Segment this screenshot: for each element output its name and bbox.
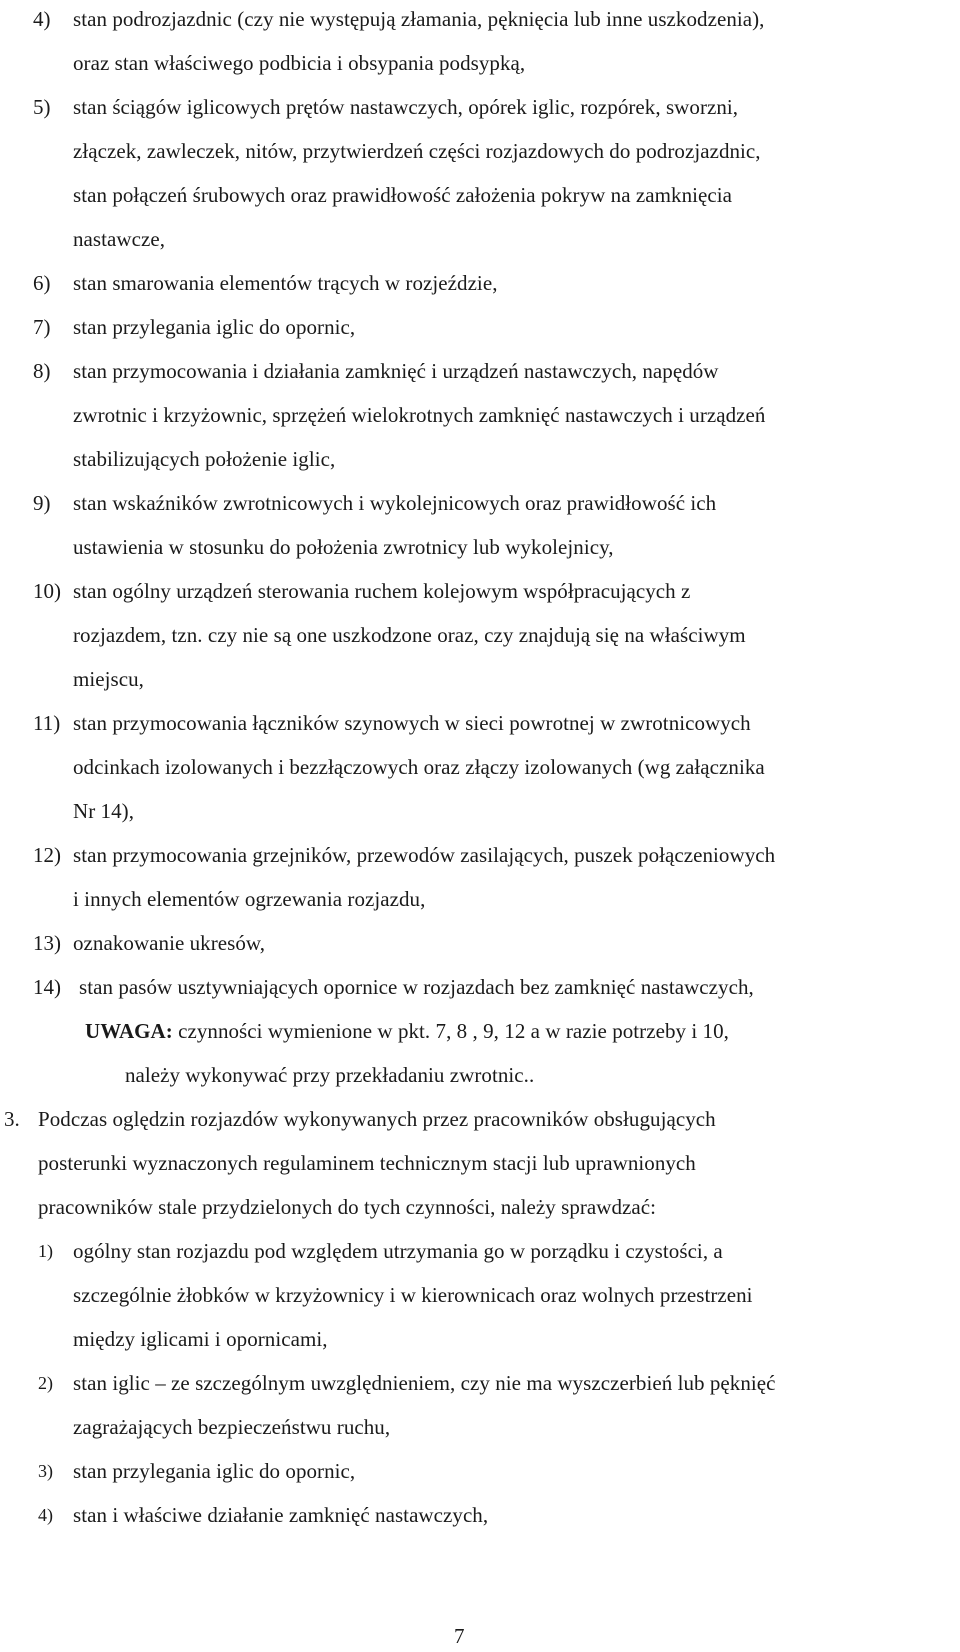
list-item-text: stan podrozjazdnic (czy nie występują złamania, pęknięcia lub inne uszkodzenia), <box>73 7 765 31</box>
note-line <box>85 1018 729 1044</box>
list-item-text: stan przylegania iglic do opornic, <box>73 315 356 339</box>
note-text: czynności wymienione w pkt. 7, 8 , 9, 12 a w razie potrzeby i 10, <box>172 1019 729 1043</box>
list-item-text: stabilizujących położenie iglic, <box>73 447 336 471</box>
note-label: UWAGA: <box>85 1019 173 1043</box>
list-number: 3) <box>38 1461 53 1481</box>
list-number: 1) <box>38 1241 53 1261</box>
list-item-text: zagrażających bezpieczeństwu ruchu, <box>73 1415 391 1439</box>
list-item-text: stan smarowania elementów trących w rozjeździe, <box>73 271 498 295</box>
section-number: 3. <box>4 1107 20 1131</box>
list-item-text: Nr 14), <box>73 799 135 823</box>
list-item-text: ogólny stan rozjazdu pod względem utrzymania go w porządku i czystości, a <box>73 1239 723 1263</box>
list-item-text: i innych elementów ogrzewania rozjazdu, <box>73 887 426 911</box>
list-number: 9) <box>33 491 51 515</box>
list-number: 13) <box>33 931 61 955</box>
list-item-text: oraz stan właściwego podbicia i obsypania podsypką, <box>73 51 526 75</box>
section-text: Podczas oględzin rozjazdów wykonywanych przez pracowników obsługujących <box>38 1107 716 1131</box>
list-item-text: miejscu, <box>73 667 144 691</box>
list-item-text: szczególnie żłobków w krzyżownicy i w kierownicach oraz wolnych przestrzeni <box>73 1283 753 1307</box>
list-number: 11) <box>33 711 61 735</box>
list-number: 8) <box>33 359 51 383</box>
list-item-text: stan iglic – ze szczególnym uwzględnieniem, czy nie ma wyszczerbień lub pęknięć <box>73 1371 776 1395</box>
list-number: 7) <box>33 315 51 339</box>
list-item-text: oznakowanie ukresów, <box>73 931 266 955</box>
list-item-text: między iglicami i opornicami, <box>73 1327 328 1351</box>
page-number: 7 <box>454 1624 465 1648</box>
note-text-continuation: należy wykonywać przy przekładaniu zwrotnic.. <box>125 1063 535 1087</box>
list-item-text: stan ściągów iglicowych prętów nastawczych, opórek iglic, rozpórek, sworzni, <box>73 95 739 119</box>
list-item-text: stan połączeń śrubowych oraz prawidłowość założenia pokryw na zamknięcia <box>73 183 732 207</box>
section-text: posterunki wyznaczonych regulaminem technicznym stacji lub uprawnionych <box>38 1151 696 1175</box>
section-text: pracowników stale przydzielonych do tych czynności, należy sprawdzać: <box>38 1195 657 1219</box>
list-item-text: stan i właściwe działanie zamknięć nastawczych, <box>73 1503 489 1527</box>
list-number: 4) <box>33 7 51 31</box>
list-item-text: stan pasów usztywniających opornice w rozjazdach bez zamknięć nastawczych, <box>79 975 754 999</box>
list-item-text: odcinkach izolowanych i bezzłączowych oraz złączy izolowanych (wg załącznika <box>73 755 765 779</box>
list-number: 12) <box>33 843 61 867</box>
list-item-text: zwrotnic i krzyżownic, sprzężeń wielokrotnych zamknięć nastawczych i urządzeń <box>73 403 766 427</box>
list-item-text: stan ogólny urządzeń sterowania ruchem kolejowym współpracujących z <box>73 579 691 603</box>
list-item-text: nastawcze, <box>73 227 166 251</box>
list-number: 2) <box>38 1373 53 1393</box>
list-number: 10) <box>33 579 61 603</box>
list-item-text: rozjazdem, tzn. czy nie są one uszkodzone oraz, czy znajdują się na właściwym <box>73 623 746 647</box>
list-number: 4) <box>38 1505 53 1525</box>
list-item-text: stan przymocowania łączników szynowych w sieci powrotnej w zwrotnicowych <box>73 711 751 735</box>
list-item-text: ustawienia w stosunku do położenia zwrotnicy lub wykolejnicy, <box>73 535 614 559</box>
list-item-text: stan przymocowania grzejników, przewodów zasilających, puszek połączeniowych <box>73 843 776 867</box>
list-number: 5) <box>33 95 51 119</box>
list-item-text: stan przylegania iglic do opornic, <box>73 1459 356 1483</box>
list-item-text: stan przymocowania i działania zamknięć i urządzeń nastawczych, napędów <box>73 359 719 383</box>
list-item-text: stan wskaźników zwrotnicowych i wykolejnicowych oraz prawidłowość ich <box>73 491 717 515</box>
list-item-text: złączek, zawleczek, nitów, przytwierdzeń części rozjazdowych do podrozjazdnic, <box>73 139 761 163</box>
list-number: 6) <box>33 271 51 295</box>
list-number: 14) <box>33 975 61 999</box>
